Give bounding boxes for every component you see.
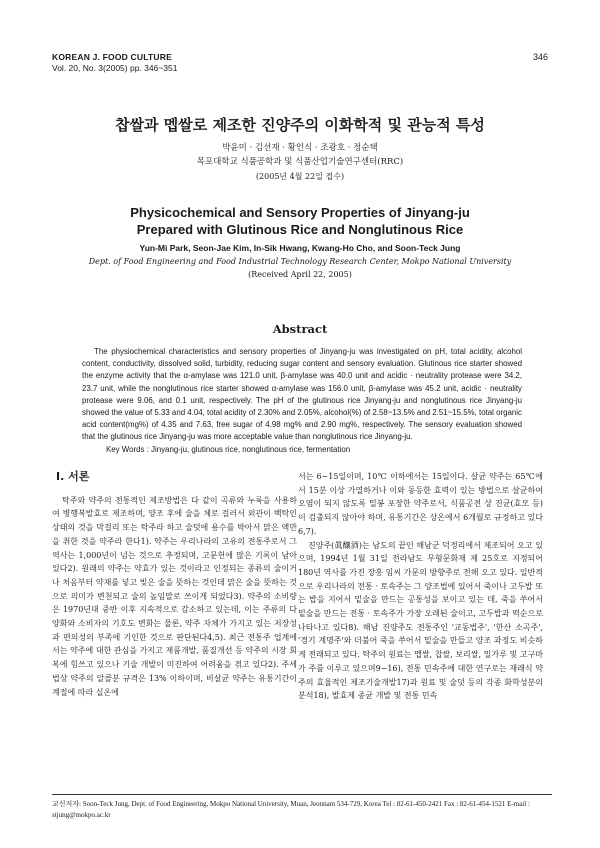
english-title-line1: Physicochemical and Sensory Properties of Jinyang-ju [130,205,470,220]
korean-authors: 박윤미 · 김선재 · 황인식 · 조광호 · 정순택 [222,143,378,153]
korean-affiliation: 목포대학교 식품공학과 및 식품산업기술연구센터(RRC) [196,157,404,167]
english-title-line2: Prepared with Glutinous Rice and Nonglutinous Rice [136,222,464,237]
abstract-heading: Abstract [272,322,328,336]
english-received-date: (Received April 22, 2005) [248,270,352,279]
abstract-body: The physiochemical characteristics and sensory properties of Jinyang-ju was investigated on pH, total acidity, alcohol content, conductivity, dissolved solid, turbidity, reducing sugar content and sensory evaluation. Glutinous rice starter showed the enzyme activity that the α-amylase was 121.0 unit, β-amylase was 40.0 unit and acidic · neutrality protease were 34.2, 23.7 unit, while the nonglutinous rice starter showed α-amylase was 156.0 unit, β-amylase was 45.2 unit, acidic · neutrality protease were 9.06, and 0.1 unit, respectively. The pH of the glutinous rice Jinyang-ju and nonglutinous rice Jinyang-ju showed the value of 5.33 and 4.04, total acidity of 2.30% and 2.05%, alcohol(%) of 2.58~13.5% and 2.51~15.5%, total organic acid content(mg%) of 4.35 and 7.63, free sugar of 4.98 mg% and 2.90 mg%, respectively. The sensory evaluation showed that the glutinous rice Jinyang-ju was more acceptable value than nonglutinous rice Jinyang-ju. [82,347,522,442]
journal-header [52,52,177,74]
journal-name: KOREAN J. FOOD CULTURE [52,52,172,62]
footnote-divider [52,794,552,795]
intro-paragraph-right-2: 진양주(眞釀酒)는 남도의 끝인 해남군 덕정리에서 제조되어 오고 있으며, 1994년 1월 31일 전라남도 무형문화재 제 25호로 지정되어 180년 역사를 가진 장흥 임씨 가문의 방향주로 전해 오고 있다. 일반적으로 우리나라의 전통 · 토속주는 그 양조법에 있어서 죽이나 고두밥 또는 밥을 지어서 밑술을 만드는 공통성을 보이고 있는 데, 죽을 쑤어서 밑술을 만드는 전통 · 토속주가 가장 오래된 술이고, 고두밥과 떡순으로 나타나고 있다8). 해남 진양주도 전통주인 '교동법주', '한산 소곡주', '경기 계명주'와 더불어 죽을 쑤어서 밑술을 만들고 양조 과정도 비슷하게 전래되고 있다. 탁주의 원료는 멥쌀, 찹쌀, 보리쌀, 밀가루 및 고구마가 주를 이루고 있으며9~16), 전통 민속주에 대한 연구로는 재래식 약주의 효율적인 제조기술개발17)과 원료 및 술덧 등의 각종 화학성분의 분석18), 발효제 종균 개발 및 전통 민속 [298,540,543,701]
journal-volume: Vol. 20, No. 3(2005) pp. 346~351 [52,63,178,73]
intro-paragraph-left: 탁주와 약주의 전통적인 제조방법은 다 같이 곡류와 누룩을 사용하여 병행복발효로 제조하며, 양조 후에 술을 체로 걸러서 외관이 백탁인 상태의 것을 막걸리 또는 탁주라 하고 술덧에 용수를 박아서 맑은 액만을 취한 것을 약주라 한다1). 약주는 우리나라의 고유의 전통주로서 그 역사는 1,000년이 넘는 것으로 추정되며, 고문헌에 많은 기록이 남아 있다2). 원래의 약주는 약효가 있는 것이라고 인정되는 종류의 술이거나 처음부터 약재를 넣고 빚은 술을 뜻하는 것인데 맑은 술을 뜻하는 것으로 의미가 변천되고 술의 높임말로 쓰이게 되었다3). 약주의 소비량은 1970년대 중반 이후 지속적으로 감소하고 있는데, 이는 주류의 다양화와 소비자의 기호도 변화는 물론, 약주 자체가 가지고 있는 저장성과 편의성의 부족에 기인한 것으로 판단된다4,5). 최근 전통주 업계에서는 약주에 대한 관심을 가지고 제품개발, 품질개선 등 약주의 시장 회복에 힘쓰고 있으나 기술 개발이 미진하여 어려움을 겪고 있다2). 주세법상 약주의 알콜분 규격은 13% 이하이며, 비살균 약주는 유통기간이 계절에 따라 실온에 [52,495,297,697]
english-authors: Yun-Mi Park, Seon-Jae Kim, In-Sik Hwang, Kwang-Ho Cho, and Soon-Teck Jung [139,243,461,253]
intro-paragraph-right-1: 서는 6~15일이며, 10℃ 이하에서는 15일이다. 살균 약주는 65℃에서 15분 이상 가열하거나 이와 동등한 효력이 있는 방법으로 살균하여 오염이 되지 않도록 밀봉 포장한 약주로서, 식품공전 상 진균(효모 등)이 검출되지 않아야 하며, 유통기간은 상온에서 6개월로 규정하고 있다6,7). [298,472,543,536]
keywords: Key Words : Jinyang-ju, glutinous rice, nonglutinous rice, fermentation [106,444,351,454]
left-column [52,470,297,699]
right-column [298,470,543,703]
english-affiliation: Dept. of Food Engineering and Food Industrial Technology Research Center, Mokpo National University [88,257,512,266]
section-heading: I. 서론 [56,470,90,483]
korean-title: 찹쌀과 멥쌀로 제조한 진양주의 이화학적 및 관능적 특성 [115,116,485,134]
abstract-block [82,346,522,456]
corresponding-author-footnote: 교신저자: Soon-Teck Jung, Dept. of Food Engineering, Mokpo National University, Muan, Jeonnam 534-729, Korea Tel : 82-61-450-2421 Fax : 82-61-454-1521 E-mail : stjung@mokpo.ac.kr [52,800,530,819]
english-title [0,204,600,238]
korean-received-date: (2005년 4월 22일 접수) [255,172,345,181]
page-number: 346 [532,52,548,62]
